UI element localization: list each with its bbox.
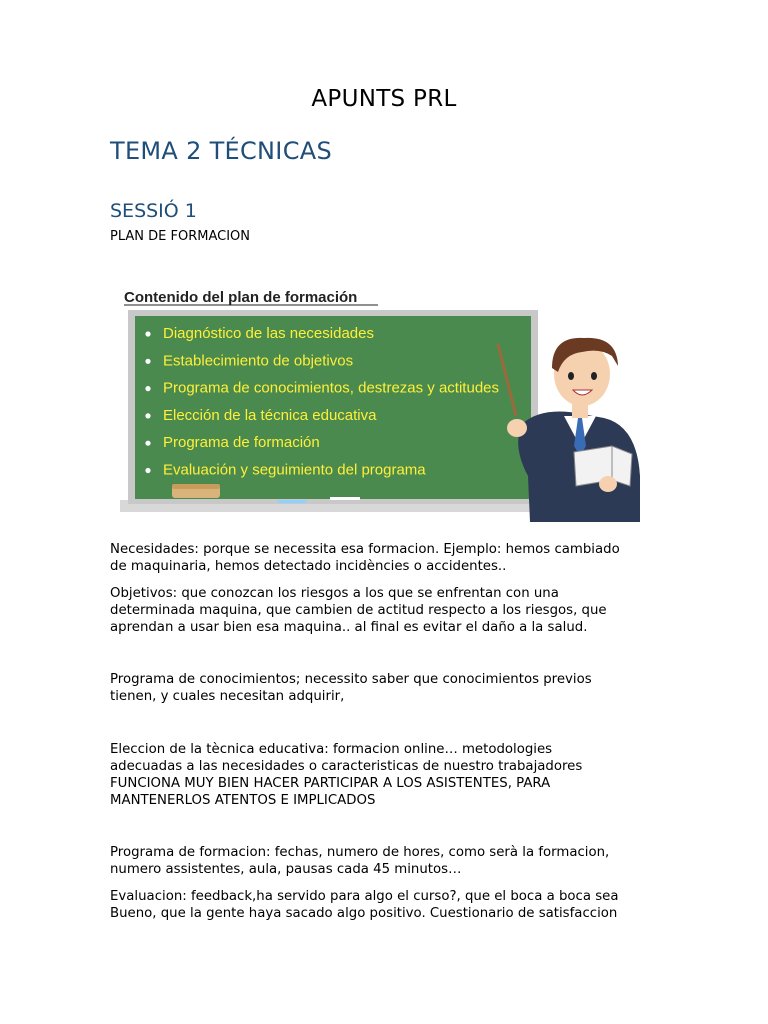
bullet-item: Programa de conocimientos, destrezas y actitudes	[163, 379, 499, 397]
paragraph: Evaluacion: feedback,ha servido para algo el curso?, que el boca a boca sea Bueno, que la gente haya sacado algo positivo. Cuestionario de satisfaccion	[110, 889, 619, 921]
heading-tema: TEMA 2 TÉCNICAS	[110, 137, 332, 165]
bullet-item: Establecimiento de objetivos	[163, 352, 354, 370]
paragraph: Eleccion de la tècnica educativa: formacion online… metodologies adecuadas a las necesidades o caracteristicas de nuestro trabajadores FUNCIONA MUY BIEN HACER PARTICIPAR A LOS ASISTENTES, PARA MANTENERLOS ATENTOS E IMPLICADOS	[110, 742, 583, 808]
bullet-item: Programa de formación	[163, 434, 320, 452]
bullet-dot	[145, 413, 150, 418]
bullet-item: Evaluación y seguimiento del programa	[163, 461, 426, 479]
paragraph: Programa de formacion: fechas, numero de hores, como serà la formacion, numero assistentes, aula, pausas cada 45 minutos…	[110, 845, 610, 877]
paragraph: Objetivos: que conozcan los riesgos a los que se enfrentan con una determinada maquina, que cambien de actitud respecto a los riesgos, que aprendan a usar bien esa maquina.. al final es evitar el daño a la salud.	[110, 586, 607, 635]
bullet-dot	[145, 468, 150, 473]
subtitle-plan: PLAN DE FORMACION	[110, 229, 250, 244]
training-plan-illustration	[112, 276, 660, 526]
bullet-item: Diagnóstico de las necesidades	[163, 325, 374, 342]
bullet-item: Elección de la técnica educativa	[163, 406, 377, 424]
paragraph: Necesidades: porque se necessita esa formacion. Ejemplo: hemos cambiado de maquinaria, hemos detectado incidències o accidentes..	[110, 542, 620, 574]
bullet-dot	[145, 441, 150, 446]
paragraph: Programa de conocimientos; necessito saber que conocimientos previos tienen, y cuales necesitan adquirir,	[110, 672, 592, 704]
eraser-top	[172, 484, 220, 489]
figure-caption: Contenido del plan de formación	[124, 289, 358, 306]
document-title: APUNTS PRL	[311, 86, 457, 112]
bullet-dot	[145, 331, 150, 336]
heading-sessio: SESSIÓ 1	[110, 200, 197, 222]
bullet-dot	[145, 359, 150, 364]
chalk-white-icon	[330, 497, 360, 500]
chalk-blue-icon	[278, 500, 306, 503]
bullet-dot	[145, 386, 150, 391]
